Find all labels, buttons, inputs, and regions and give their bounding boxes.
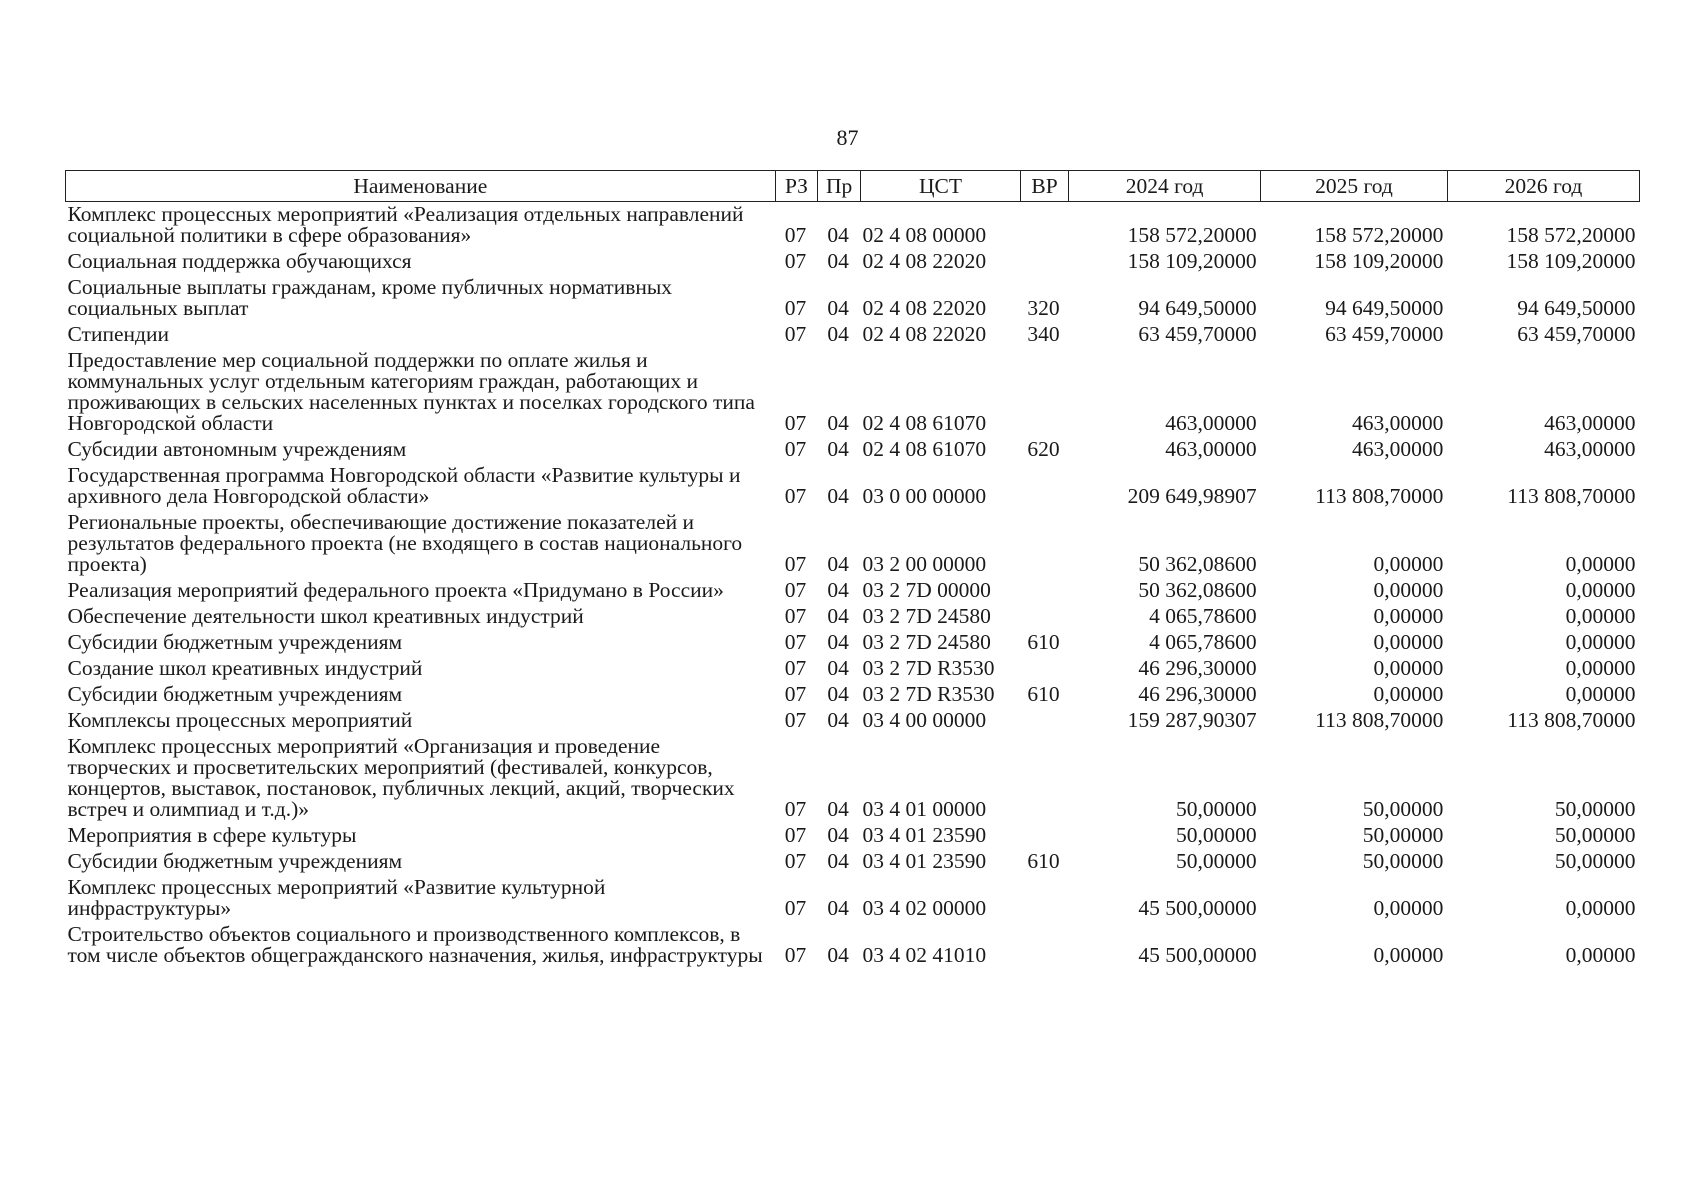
row-cst: 02 4 08 22020 <box>862 249 987 273</box>
row-value-2026: 113 808,70000 <box>1507 484 1636 508</box>
table-row <box>66 682 1640 708</box>
row-cst: 03 4 01 23590 <box>862 823 987 847</box>
row-pr: 04 <box>827 484 849 508</box>
table-header-row <box>66 171 1640 202</box>
row-rz: 07 <box>784 249 807 273</box>
row-value-2024: 63 459,70000 <box>1138 322 1257 346</box>
row-vr <box>1021 708 1069 734</box>
row-cst: 03 2 7D 00000 <box>862 578 991 602</box>
table-row <box>66 656 1640 682</box>
row-value-2025: 50,00000 <box>1362 823 1444 847</box>
row-name: Субсидии бюджетным учреждениям <box>67 849 403 873</box>
row-cst: 03 4 02 41010 <box>862 943 987 967</box>
row-pr: 04 <box>827 849 849 873</box>
row-vr: 320 <box>1027 296 1060 320</box>
row-value-2024: 209 649,98907 <box>1127 484 1257 508</box>
row-value-2025: 0,00000 <box>1373 896 1444 920</box>
table-body <box>66 202 1640 970</box>
row-name: Субсидии автономным учреждениям <box>67 437 407 461</box>
row-value-2024: 50,00000 <box>1176 823 1257 847</box>
row-name: Региональные проекты, обеспечивающие достижение показателей и результатов федерального проекта (не входящего в состав национального проекта) <box>67 510 743 576</box>
row-value-2025: 113 808,70000 <box>1315 708 1444 732</box>
row-name: Предоставление мер социальной поддержки по оплате жилья и коммунальных услуг отдельным категориям граждан, работающих и проживающих в сельских населенных пунктах и поселках городского типа Новгородской области <box>67 348 755 435</box>
row-value-2026: 50,00000 <box>1554 823 1636 847</box>
row-value-2026: 0,00000 <box>1565 630 1636 654</box>
row-value-2025: 50,00000 <box>1362 797 1444 821</box>
row-value-2025: 158 572,20000 <box>1314 223 1444 247</box>
row-rz: 07 <box>784 484 807 508</box>
row-pr: 04 <box>827 322 849 346</box>
column-header-2024: 2024 год <box>1069 171 1261 202</box>
row-vr <box>1021 656 1069 682</box>
row-value-2026: 158 109,20000 <box>1506 249 1636 273</box>
row-cst: 03 4 01 00000 <box>862 797 987 821</box>
row-pr: 04 <box>827 797 849 821</box>
row-pr: 04 <box>827 656 849 680</box>
row-name: Субсидии бюджетным учреждениям <box>67 630 403 654</box>
row-value-2026: 0,00000 <box>1565 604 1636 628</box>
row-value-2026: 94 649,50000 <box>1517 296 1636 320</box>
row-vr <box>1021 249 1069 275</box>
table-row <box>66 922 1640 969</box>
table-row <box>66 275 1640 322</box>
column-header-vr: ВР <box>1021 171 1069 202</box>
row-value-2025: 94 649,50000 <box>1325 296 1444 320</box>
row-rz: 07 <box>784 849 807 873</box>
table-row <box>66 849 1640 875</box>
row-name: Социальная поддержка обучающихся <box>67 249 412 273</box>
row-cst: 02 4 08 61070 <box>862 437 987 461</box>
budget-table <box>65 170 1640 969</box>
row-value-2024: 46 296,30000 <box>1138 656 1257 680</box>
row-rz: 07 <box>784 630 807 654</box>
column-header-rz: РЗ <box>775 171 818 202</box>
row-rz: 07 <box>784 437 807 461</box>
row-pr: 04 <box>827 223 849 247</box>
row-vr <box>1021 604 1069 630</box>
row-value-2026: 63 459,70000 <box>1517 322 1636 346</box>
table-row <box>66 463 1640 510</box>
row-pr: 04 <box>827 896 849 920</box>
row-pr: 04 <box>827 578 849 602</box>
row-name: Реализация мероприятий федерального проекта «Придумано в России» <box>67 578 724 602</box>
row-value-2026: 463,00000 <box>1544 411 1636 435</box>
row-rz: 07 <box>784 411 807 435</box>
row-value-2025: 50,00000 <box>1362 849 1444 873</box>
row-vr: 340 <box>1027 322 1060 346</box>
row-value-2026: 50,00000 <box>1554 849 1636 873</box>
column-header-2026: 2026 год <box>1447 171 1639 202</box>
row-vr <box>1021 463 1069 510</box>
row-vr <box>1021 734 1069 823</box>
table-row <box>66 437 1640 463</box>
row-value-2026: 50,00000 <box>1554 797 1636 821</box>
row-name: Создание школ креативных индустрий <box>67 656 423 680</box>
row-pr: 04 <box>827 604 849 628</box>
row-value-2025: 463,00000 <box>1351 437 1444 461</box>
row-pr: 04 <box>827 630 849 654</box>
row-rz: 07 <box>784 896 807 920</box>
row-pr: 04 <box>827 437 849 461</box>
row-value-2025: 63 459,70000 <box>1325 322 1444 346</box>
table-row <box>66 510 1640 578</box>
row-value-2024: 159 287,90307 <box>1127 708 1257 732</box>
row-rz: 07 <box>784 223 807 247</box>
row-value-2026: 113 808,70000 <box>1507 708 1636 732</box>
row-rz: 07 <box>784 296 807 320</box>
row-value-2024: 46 296,30000 <box>1138 682 1257 706</box>
row-cst: 03 0 00 00000 <box>862 484 987 508</box>
row-name: Мероприятия в сфере культуры <box>67 823 357 847</box>
table-row <box>66 322 1640 348</box>
row-vr <box>1021 578 1069 604</box>
row-value-2024: 50,00000 <box>1176 797 1257 821</box>
row-value-2024: 45 500,00000 <box>1138 943 1257 967</box>
row-rz: 07 <box>784 552 807 576</box>
row-value-2024: 45 500,00000 <box>1138 896 1257 920</box>
row-cst: 03 4 02 00000 <box>862 896 987 920</box>
row-rz: 07 <box>784 322 807 346</box>
row-pr: 04 <box>827 552 849 576</box>
row-rz: 07 <box>784 604 807 628</box>
column-header-name: Наименование <box>66 171 776 202</box>
row-cst: 03 2 00 00000 <box>862 552 987 576</box>
row-name: Комплекс процессных мероприятий «Организация и проведение творческих и просветительских мероприятий (фестивалей, конкурсов, концертов, выставок, постановок, публичных лекций, акций, творческих встреч и олимпиад и т.д.)» <box>67 734 735 821</box>
row-pr: 04 <box>827 411 849 435</box>
row-name: Комплексы процессных мероприятий <box>67 708 413 732</box>
row-cst: 03 4 01 23590 <box>862 849 987 873</box>
row-value-2026: 0,00000 <box>1565 896 1636 920</box>
table-row <box>66 875 1640 922</box>
row-pr: 04 <box>827 682 849 706</box>
row-name: Государственная программа Новгородской области «Развитие культуры и архивного дела Новгородской области» <box>67 463 741 508</box>
row-name: Стипендии <box>67 322 169 346</box>
table-row <box>66 202 1640 250</box>
row-value-2025: 113 808,70000 <box>1315 484 1444 508</box>
row-vr: 610 <box>1027 630 1060 654</box>
row-name: Комплекс процессных мероприятий «Реализация отдельных направлений социальной политики в сфере образования» <box>67 202 744 247</box>
table-row <box>66 578 1640 604</box>
row-name: Комплекс процессных мероприятий «Развитие культурной инфраструктуры» <box>67 875 606 920</box>
row-value-2026: 0,00000 <box>1565 656 1636 680</box>
row-vr <box>1021 510 1069 578</box>
row-vr: 610 <box>1027 682 1060 706</box>
row-cst: 02 4 08 22020 <box>862 322 987 346</box>
row-value-2025: 0,00000 <box>1373 630 1444 654</box>
table-row <box>66 823 1640 849</box>
row-value-2024: 50,00000 <box>1176 849 1257 873</box>
row-value-2024: 158 109,20000 <box>1127 249 1257 273</box>
row-value-2026: 0,00000 <box>1565 578 1636 602</box>
row-rz: 07 <box>784 656 807 680</box>
table-row <box>66 630 1640 656</box>
row-name: Субсидии бюджетным учреждениям <box>67 682 403 706</box>
row-value-2026: 158 572,20000 <box>1506 223 1636 247</box>
row-value-2024: 94 649,50000 <box>1138 296 1257 320</box>
row-value-2026: 0,00000 <box>1565 682 1636 706</box>
row-rz: 07 <box>784 708 807 732</box>
column-header-pr: Пр <box>818 171 861 202</box>
column-header-2025: 2025 год <box>1261 171 1448 202</box>
row-value-2025: 158 109,20000 <box>1314 249 1444 273</box>
row-name: Социальные выплаты гражданам, кроме публичных нормативных социальных выплат <box>67 275 673 320</box>
row-name: Строительство объектов социального и производственного комплексов, в том числе объектов общегражданского назначения, жилья, инфраструктуры <box>67 922 763 967</box>
row-value-2024: 463,00000 <box>1165 411 1257 435</box>
row-cst: 03 2 7D 24580 <box>862 630 991 654</box>
row-rz: 07 <box>784 797 807 821</box>
row-vr <box>1021 348 1069 437</box>
page-number: 87 <box>836 125 859 150</box>
table-row <box>66 708 1640 734</box>
row-pr: 04 <box>827 296 849 320</box>
row-cst: 03 2 7D R3530 <box>862 682 995 706</box>
row-value-2024: 4 065,78600 <box>1149 604 1257 628</box>
row-value-2024: 463,00000 <box>1165 437 1257 461</box>
table-row <box>66 734 1640 823</box>
row-value-2026: 0,00000 <box>1565 943 1636 967</box>
table-row <box>66 249 1640 275</box>
row-cst: 03 2 7D R3530 <box>862 656 995 680</box>
row-rz: 07 <box>784 682 807 706</box>
row-name: Обеспечение деятельности школ креативных индустрий <box>67 604 584 628</box>
row-cst: 02 4 08 22020 <box>862 296 987 320</box>
row-cst: 02 4 08 00000 <box>862 223 987 247</box>
row-value-2024: 50 362,08600 <box>1138 552 1257 576</box>
table-row <box>66 604 1640 630</box>
row-vr: 610 <box>1027 849 1060 873</box>
row-value-2026: 0,00000 <box>1565 552 1636 576</box>
row-value-2025: 0,00000 <box>1373 552 1444 576</box>
row-value-2024: 158 572,20000 <box>1127 223 1257 247</box>
row-cst: 02 4 08 61070 <box>862 411 987 435</box>
row-value-2025: 0,00000 <box>1373 604 1444 628</box>
row-rz: 07 <box>784 823 807 847</box>
row-rz: 07 <box>784 943 807 967</box>
row-pr: 04 <box>827 708 849 732</box>
row-pr: 04 <box>827 943 849 967</box>
row-value-2024: 4 065,78600 <box>1149 630 1257 654</box>
row-vr <box>1021 922 1069 969</box>
row-vr: 620 <box>1027 437 1060 461</box>
column-header-cst: ЦСТ <box>860 171 1020 202</box>
row-value-2025: 0,00000 <box>1373 578 1444 602</box>
row-rz: 07 <box>784 578 807 602</box>
table-row <box>66 348 1640 437</box>
row-vr <box>1021 875 1069 922</box>
row-pr: 04 <box>827 249 849 273</box>
row-pr: 04 <box>827 823 849 847</box>
row-value-2025: 0,00000 <box>1373 943 1444 967</box>
row-vr <box>1021 823 1069 849</box>
row-value-2025: 463,00000 <box>1351 411 1444 435</box>
row-cst: 03 4 00 00000 <box>862 708 987 732</box>
row-value-2025: 0,00000 <box>1373 656 1444 680</box>
row-vr <box>1021 202 1069 250</box>
row-value-2024: 50 362,08600 <box>1138 578 1257 602</box>
row-value-2025: 0,00000 <box>1373 682 1444 706</box>
row-value-2026: 463,00000 <box>1544 437 1636 461</box>
row-cst: 03 2 7D 24580 <box>862 604 991 628</box>
